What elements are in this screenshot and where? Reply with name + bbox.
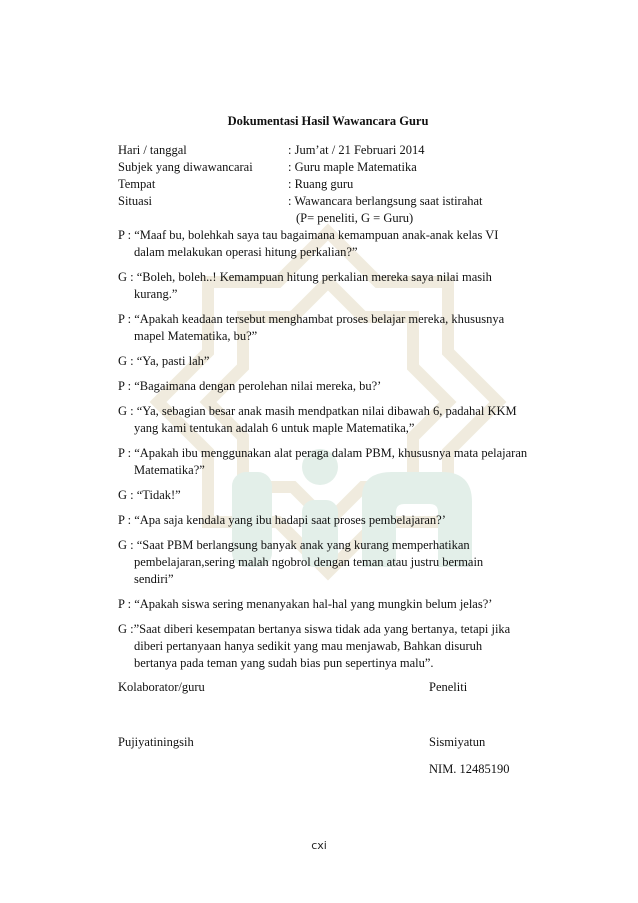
meta-label: Subjek yang diwawancarai: [118, 160, 253, 174]
meta-label: Hari / tanggal: [118, 143, 187, 157]
dialog-entry: [118, 227, 538, 261]
dialog-line: yang kami tentukan adalah 6 untuk maple Matematika,”: [134, 421, 415, 435]
dialog-entry: [118, 311, 538, 345]
dialog-entry: [118, 621, 538, 672]
meta-row-date: [118, 142, 483, 159]
dialog-entry: [118, 596, 538, 613]
signature-block: [118, 680, 538, 800]
legend-note: (P= peneliti, G = Guru): [296, 211, 414, 225]
document-title: Dokumentasi Hasil Wawancara Guru: [227, 114, 429, 128]
researcher-id: NIM. 12485190: [429, 762, 510, 776]
page-number: cxi: [311, 839, 327, 852]
dialog-entry: [118, 512, 538, 529]
dialog-entry: [118, 353, 538, 370]
dialog-line: sendiri”: [134, 572, 174, 586]
meta-label: Situasi: [118, 194, 153, 208]
dialog-line: diberi pertanyaan hanya sedikit yang mau menjawab, Bahkan disuruh: [134, 639, 483, 653]
dialog-line: bertanya pada teman yang sudah bias pun sepertinya malu”.: [134, 656, 434, 670]
dialog-line: P : “Bagaimana dengan perolehan nilai mereka, bu?’: [118, 379, 382, 393]
meta-value: : Wawancara berlangsung saat istirahat: [288, 194, 483, 208]
dialog-line: P : “Apakah siswa sering menanyakan hal-hal yang mungkin belum jelas?’: [118, 597, 493, 611]
dialog-line: mapel Matematika, bu?”: [134, 329, 258, 343]
meta-row-place: [118, 176, 483, 193]
dialog-line: pembelajaran,sering malah ngobrol dengan teman atau justru bermain: [134, 555, 484, 569]
dialog-line: G :”Saat diberi kesempatan bertanya siswa tidak ada yang bertanya, tetapi jika: [118, 622, 511, 636]
researcher-name: Sismiyatun: [429, 735, 486, 749]
dialog-line: G : “Boleh, boleh..! Kemampuan hitung perkalian mereka saya nilai masih: [118, 270, 492, 284]
dialog-line: P : “Apakah ibu menggunakan alat peraga dalam PBM, khususnya mata pelajaran: [118, 446, 528, 460]
dialog-line: G : “Ya, sebagian besar anak masih mendpatkan nilai dibawah 6, padahal KKM: [118, 404, 517, 418]
dialog-entry: [118, 269, 538, 303]
dialog-line: P : “Maaf bu, bolehkah saya tau bagaimana kemampuan anak-anak kelas VI: [118, 228, 499, 242]
dialog-entry: [118, 487, 538, 504]
meta-label: Tempat: [118, 177, 156, 191]
document-page: [118, 112, 538, 800]
collaborator-name: Pujiyatiningsih: [118, 735, 194, 749]
dialog-line: dalam melakukan operasi hitung perkalian?”: [134, 245, 358, 259]
meta-value: : Ruang guru: [288, 177, 354, 191]
collaborator-role: Kolaborator/guru: [118, 680, 205, 694]
interview-meta: [118, 142, 483, 210]
dialog-line: kurang.”: [134, 287, 178, 301]
dialog-line: Matematika?”: [134, 463, 205, 477]
meta-row-subject: [118, 159, 483, 176]
meta-row-situation: [118, 193, 483, 210]
dialog-entry: [118, 378, 538, 395]
dialog-line: P : “Apa saja kendala yang ibu hadapi saat proses pembelajaran?’: [118, 513, 446, 527]
meta-value: : Jum’at / 21 Februari 2014: [288, 143, 425, 157]
dialog-entry: [118, 537, 538, 588]
dialog-line: G : “Tidak!”: [118, 488, 181, 502]
dialog-line: P : “Apakah keadaan tersebut menghambat proses belajar mereka, khususnya: [118, 312, 505, 326]
dialog-entry: [118, 445, 538, 479]
researcher-role: Peneliti: [429, 680, 468, 694]
dialog-line: G : “Saat PBM berlangsung banyak anak yang kurang memperhatikan: [118, 538, 470, 552]
meta-value: : Guru maple Matematika: [288, 160, 417, 174]
dialog-entry: [118, 403, 538, 437]
dialog-line: G : “Ya, pasti lah”: [118, 354, 210, 368]
